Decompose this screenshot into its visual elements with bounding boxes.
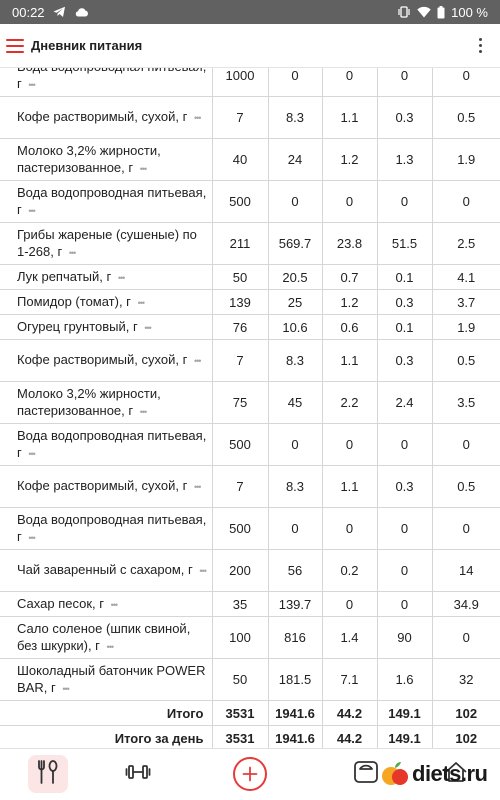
fat-cell: 0.3	[377, 290, 432, 315]
fat-cell: 0	[377, 55, 432, 97]
food-name-cell[interactable]	[0, 659, 212, 701]
row-menu-icon[interactable]: •••	[139, 406, 147, 417]
row-menu-icon[interactable]: •••	[106, 641, 113, 652]
fork-spoon-icon	[36, 759, 60, 790]
weight-cell: 40	[212, 139, 268, 181]
weight-cell: 500	[212, 508, 268, 550]
nav-diary-tab[interactable]	[28, 755, 68, 793]
scale-icon	[353, 760, 379, 789]
table-row[interactable]	[0, 97, 500, 139]
protein-cell: 23.8	[322, 223, 377, 265]
carbs-cell: 0	[432, 617, 500, 659]
food-name: Грибы жареные (сушеные) по 1-268, г	[17, 226, 197, 259]
more-options-icon[interactable]	[470, 36, 490, 56]
weight-cell: 100	[212, 617, 268, 659]
protein-cell: 0	[322, 424, 377, 466]
total-weight-cell: 3531	[212, 701, 268, 726]
table-row[interactable]	[0, 508, 500, 550]
menu-icon[interactable]	[6, 39, 24, 53]
fat-cell: 0	[377, 424, 432, 466]
fat-cell: 1.3	[377, 139, 432, 181]
food-name-cell[interactable]	[0, 97, 212, 139]
fat-cell: 0	[377, 181, 432, 223]
table-row[interactable]	[0, 265, 500, 290]
weight-cell: 75	[212, 382, 268, 424]
carbs-cell: 3.5	[432, 382, 500, 424]
cloud-icon	[74, 7, 89, 17]
fat-cell: 51.5	[377, 223, 432, 265]
total-calories-cell: 1941.6	[268, 701, 322, 726]
table-row[interactable]	[0, 617, 500, 659]
carbs-cell: 0.5	[432, 97, 500, 139]
food-name: Вода водопроводная питьевая, г	[17, 184, 207, 217]
table-row[interactable]	[0, 659, 500, 701]
site-watermark	[380, 760, 487, 788]
fruit-logo-icon	[380, 760, 410, 788]
food-name: Чай заваренный с сахаром, г	[17, 562, 193, 577]
carbs-cell: 1.9	[432, 315, 500, 340]
row-menu-icon[interactable]: •••	[139, 163, 147, 174]
protein-cell: 1.2	[322, 290, 377, 315]
protein-cell: 7.1	[322, 659, 377, 701]
calories-cell: 0	[268, 55, 322, 97]
row-menu-icon[interactable]: •••	[28, 448, 35, 459]
row-menu-icon[interactable]: •••	[28, 205, 35, 216]
food-name-cell[interactable]	[0, 592, 212, 617]
total-fat-cell: 149.1	[377, 726, 432, 751]
weight-cell: 1000	[212, 55, 268, 97]
calories-cell: 181.5	[268, 659, 322, 701]
food-name-cell[interactable]	[0, 382, 212, 424]
protein-cell: 0	[322, 592, 377, 617]
fat-cell: 0	[377, 550, 432, 592]
diary-table-viewport[interactable]	[0, 68, 500, 748]
protein-cell: 1.1	[322, 466, 377, 508]
weight-cell: 7	[212, 340, 268, 382]
calories-cell: 8.3	[268, 340, 322, 382]
total-calories-cell: 1941.6	[268, 726, 322, 751]
fat-cell: 0.3	[377, 340, 432, 382]
table-row[interactable]	[0, 223, 500, 265]
protein-cell: 1.1	[322, 97, 377, 139]
calories-cell: 0	[268, 424, 322, 466]
food-name: г	[17, 75, 22, 91]
food-name-cell[interactable]	[0, 340, 212, 382]
carbs-cell: 14	[432, 550, 500, 592]
calories-cell: 8.3	[268, 97, 322, 139]
calories-cell: 25	[268, 290, 322, 315]
carbs-cell: 0.5	[432, 466, 500, 508]
row-menu-icon[interactable]: •••	[193, 482, 201, 492]
row-menu-icon[interactable]: •••	[28, 79, 35, 90]
table-row[interactable]	[0, 181, 500, 223]
protein-cell: 0.6	[322, 315, 377, 340]
food-name: Кофе растворимый, сухой, г	[17, 478, 188, 493]
carbs-cell: 1.9	[432, 139, 500, 181]
battery-level: 100 %	[451, 4, 488, 20]
fat-cell: 2.4	[377, 382, 432, 424]
telegram-icon	[53, 6, 66, 18]
food-name-cell[interactable]	[0, 265, 212, 290]
row-menu-icon[interactable]: •••	[137, 297, 145, 308]
carbs-cell: 0	[432, 55, 500, 97]
table-row[interactable]	[0, 382, 500, 424]
food-name-cell[interactable]	[0, 139, 212, 181]
row-menu-icon[interactable]: •••	[193, 113, 201, 123]
dumbbell-icon	[125, 764, 151, 785]
food-name-cell[interactable]	[0, 223, 212, 265]
protein-cell: 1.4	[322, 617, 377, 659]
food-name: Молоко 3,2% жирности, пастеризованное, г	[17, 385, 161, 418]
food-name-cell[interactable]	[0, 290, 212, 315]
protein-cell: 0	[322, 181, 377, 223]
food-name-cell[interactable]	[0, 508, 212, 550]
table-row[interactable]	[0, 466, 500, 508]
table-row[interactable]	[0, 315, 500, 340]
weight-cell: 500	[212, 181, 268, 223]
fat-cell: 0	[377, 508, 432, 550]
fat-cell: 0.3	[377, 466, 432, 508]
carbs-cell: 4.1	[432, 265, 500, 290]
food-name-cell[interactable]	[0, 466, 212, 508]
weight-cell: 500	[212, 424, 268, 466]
protein-cell: 1.1	[322, 340, 377, 382]
app-bar	[0, 24, 500, 68]
total-fat-cell: 149.1	[377, 701, 432, 726]
total-row	[0, 701, 500, 726]
fat-cell: 0.1	[377, 265, 432, 290]
calories-cell: 10.6	[268, 315, 322, 340]
carbs-cell: 0.5	[432, 340, 500, 382]
calories-cell: 20.5	[268, 265, 322, 290]
food-name: Огурец грунтовый, г	[17, 318, 138, 334]
watermark-text: diets.ru	[412, 761, 488, 786]
weight-cell: 76	[212, 315, 268, 340]
nav-add-button[interactable]	[230, 755, 270, 793]
calories-cell: 0	[268, 181, 322, 223]
food-name: Лук репчатый, г	[17, 268, 112, 284]
food-name: Помидор (томат), г	[17, 293, 131, 309]
table-row[interactable]	[0, 340, 500, 382]
food-name: Сахар песок, г	[17, 595, 104, 611]
food-name-cell[interactable]	[0, 315, 212, 340]
battery-icon	[437, 6, 445, 19]
status-bar	[0, 0, 500, 24]
weight-cell: 211	[212, 223, 268, 265]
food-diary-table	[0, 54, 500, 751]
calories-cell: 816	[268, 617, 322, 659]
weight-cell: 7	[212, 97, 268, 139]
calories-cell: 56	[268, 550, 322, 592]
carbs-cell: 0	[432, 424, 500, 466]
carbs-cell: 0	[432, 181, 500, 223]
table-row[interactable]	[0, 290, 500, 315]
total-protein-cell: 44.2	[322, 726, 377, 751]
carbs-cell: 0	[432, 508, 500, 550]
row-menu-icon[interactable]: •••	[110, 599, 118, 610]
page-title: Дневник питания	[31, 38, 143, 53]
row-menu-icon[interactable]: •••	[199, 566, 206, 576]
carbs-cell: 3.7	[432, 290, 500, 315]
food-name: Шоколадный батончик POWER BAR, г	[17, 662, 206, 695]
calories-cell: 0	[268, 508, 322, 550]
carbs-cell: 34.9	[432, 592, 500, 617]
fat-cell: 0	[377, 592, 432, 617]
row-menu-icon[interactable]: •••	[117, 272, 125, 283]
protein-cell: 0.7	[322, 265, 377, 290]
protein-cell: 0.2	[322, 550, 377, 592]
protein-cell: 0	[322, 508, 377, 550]
food-name: Кофе растворимый, сухой, г	[17, 352, 188, 367]
total-label: Итого	[0, 701, 212, 726]
carbs-cell: 32	[432, 659, 500, 701]
total-label: Итого за день	[0, 726, 212, 751]
food-name: Молоко 3,2% жирности, пастеризованное, г	[17, 142, 161, 175]
status-time: 00:22	[12, 4, 45, 20]
food-name: Вода водопроводная питьевая, г	[17, 511, 207, 544]
row-menu-icon[interactable]: •••	[62, 683, 69, 694]
total-weight-cell: 3531	[212, 726, 268, 751]
protein-cell: 0	[322, 55, 377, 97]
row-menu-icon[interactable]: •••	[144, 322, 151, 333]
table-row[interactable]	[0, 424, 500, 466]
table-row[interactable]	[0, 550, 500, 592]
calories-cell: 45	[268, 382, 322, 424]
calories-cell: 139.7	[268, 592, 322, 617]
row-menu-icon[interactable]: •••	[68, 247, 76, 258]
table-row[interactable]	[0, 139, 500, 181]
calories-cell: 8.3	[268, 466, 322, 508]
food-name-cell[interactable]	[0, 181, 212, 223]
protein-cell: 2.2	[322, 382, 377, 424]
fat-cell: 90	[377, 617, 432, 659]
food-name: Вода водопроводная питьевая, г	[17, 427, 207, 460]
protein-cell: 1.2	[322, 139, 377, 181]
food-name-cell[interactable]	[0, 550, 212, 592]
row-menu-icon[interactable]: •••	[28, 532, 35, 543]
food-name: Сало соленое (шпик свиной, без шкурки), г	[17, 620, 191, 653]
weight-cell: 50	[212, 659, 268, 701]
fat-cell: 0.1	[377, 315, 432, 340]
weight-cell: 35	[212, 592, 268, 617]
food-name-cell[interactable]	[0, 617, 212, 659]
table-row[interactable]	[0, 592, 500, 617]
food-name: Кофе растворимый, сухой, г	[17, 109, 188, 124]
weight-cell: 7	[212, 466, 268, 508]
total-carbs-cell: 102	[432, 726, 500, 751]
food-name-cell[interactable]	[0, 424, 212, 466]
add-icon	[233, 757, 267, 791]
fat-cell: 0.3	[377, 97, 432, 139]
total-row	[0, 726, 500, 751]
total-protein-cell: 44.2	[322, 701, 377, 726]
row-menu-icon[interactable]: •••	[193, 356, 201, 366]
wifi-icon	[417, 6, 431, 18]
total-carbs-cell: 102	[432, 701, 500, 726]
fat-cell: 1.6	[377, 659, 432, 701]
weight-cell: 200	[212, 550, 268, 592]
vibrate-icon	[397, 6, 411, 18]
weight-cell: 50	[212, 265, 268, 290]
calories-cell: 24	[268, 139, 322, 181]
calories-cell: 569.7	[268, 223, 322, 265]
nav-training-tab[interactable]	[118, 755, 158, 793]
carbs-cell: 2.5	[432, 223, 500, 265]
weight-cell: 139	[212, 290, 268, 315]
